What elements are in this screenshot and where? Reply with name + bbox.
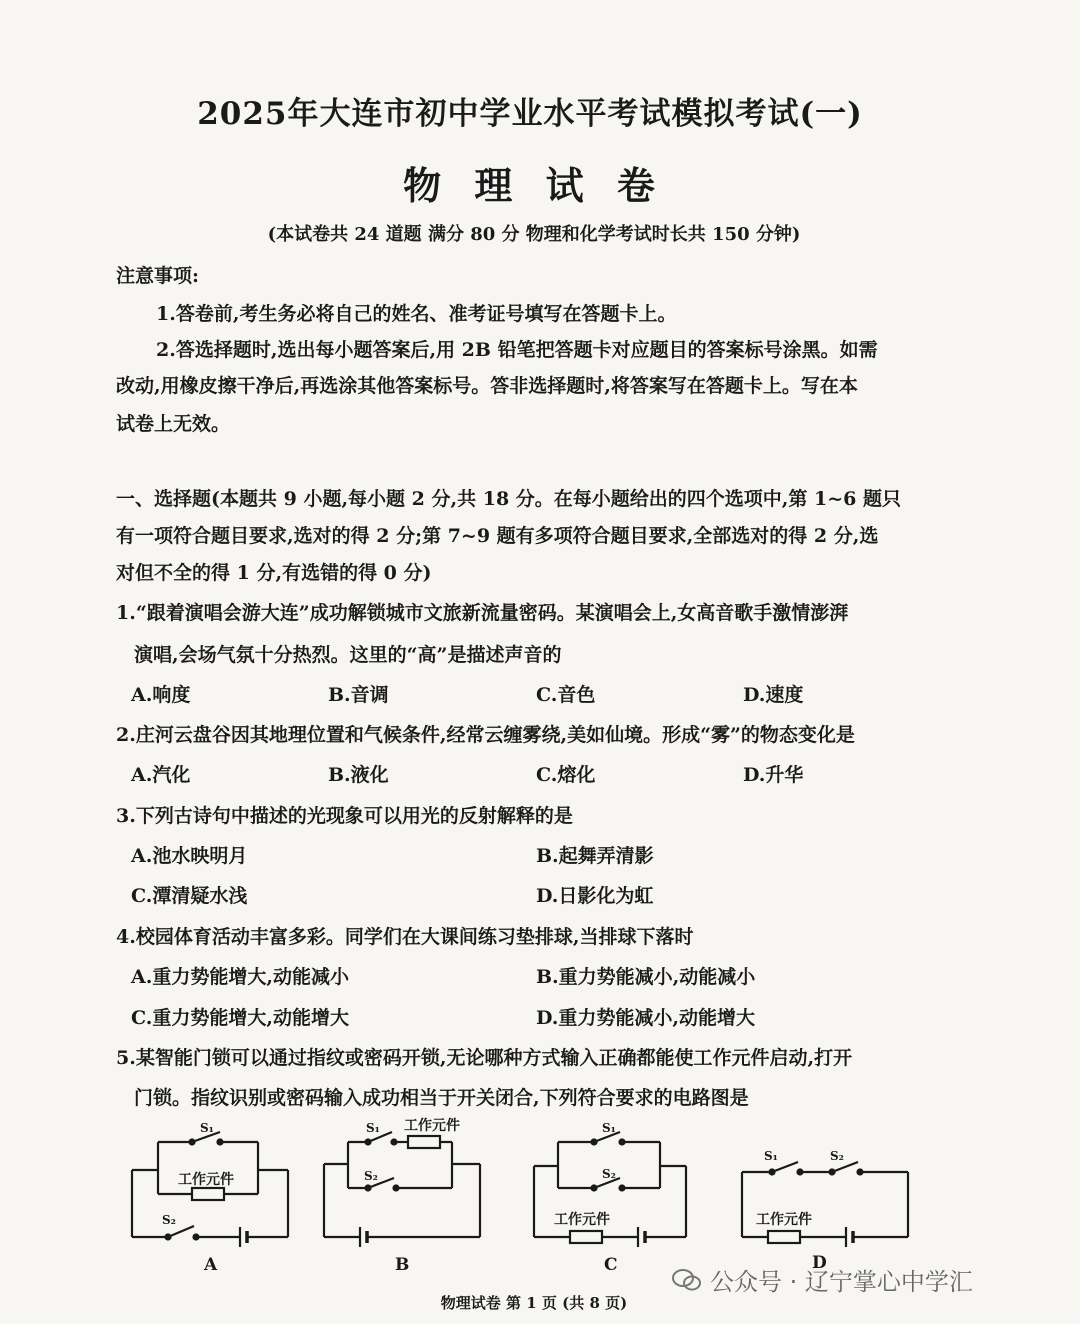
- question-5-stem: 5.某智能门锁可以通过指纹或密码开锁,无论哪种方式输入正确都能使工作元件启动,打开: [116, 1047, 853, 1069]
- note-line: 改动,用橡皮擦干净后,再选涂其他答案标号。答非选择题时,将答案写在答题卡上。写在本: [116, 375, 858, 397]
- question-2-option-d: D.升华: [743, 764, 804, 786]
- circuit-c-s1-label: S₁: [602, 1121, 616, 1135]
- circuit-d-s2-label: S₂: [830, 1149, 844, 1163]
- subject-title: 物 理 试 卷: [403, 163, 665, 208]
- notes-heading: 注意事项:: [116, 265, 200, 287]
- question-1-stem: 1.“跟着演唱会游大连”成功解锁城市文旅新流量密码。某演唱会上,女高音歌手激情澎湃: [116, 602, 849, 624]
- question-1-option-a: A.响度: [131, 684, 191, 706]
- section-instruction: 有一项符合题目要求,选对的得 2 分;第 7~9 题有多项符合题目要求,全部选对的得 2 分,选: [116, 525, 879, 547]
- question-1-option-d: D.速度: [743, 684, 804, 706]
- question-4-stem: 4.校园体育活动丰富多彩。同学们在大课间练习垫排球,当排球下落时: [116, 926, 694, 948]
- circuit-b-component-label: 工作元件: [404, 1118, 460, 1134]
- circuit-b: [324, 1132, 480, 1247]
- circuit-c-s2-label: S₂: [602, 1167, 616, 1181]
- question-5-stem: 门锁。指纹识别或密码输入成功相当于开关闭合,下列符合要求的电路图是: [134, 1087, 749, 1109]
- circuit-b-s2-label: S₂: [364, 1169, 378, 1183]
- circuit-a: [132, 1132, 288, 1247]
- note-line: 试卷上无效。: [116, 413, 231, 435]
- question-2-option-a: A.汽化: [131, 764, 191, 786]
- circuit-b-label: B: [395, 1255, 410, 1275]
- question-1-option-c: C.音色: [536, 684, 596, 706]
- page-footer: 物理试卷 第 1 页 (共 8 页): [440, 1294, 628, 1312]
- question-3-option-d: D.日影化为虹: [536, 885, 654, 907]
- circuit-d-s1-label: S₁: [764, 1149, 778, 1163]
- question-3-option-b: B.起舞弄清影: [536, 845, 654, 867]
- note-line: 2.答选择题时,选出每小题答案后,用 2B 铅笔把答题卡对应题目的答案标号涂黑。如需: [156, 339, 878, 361]
- question-2-option-c: C.熔化: [536, 764, 596, 786]
- circuit-c-component-label: 工作元件: [554, 1212, 610, 1228]
- circuit-d-label: D: [812, 1253, 827, 1273]
- question-3-option-a: A.池水映明月: [131, 845, 248, 867]
- circuit-a-s2-label: S₂: [162, 1213, 176, 1227]
- circuit-c-label: C: [604, 1255, 618, 1275]
- section-instruction: 一、选择题(本题共 9 小题,每小题 2 分,共 18 分。在每小题给出的四个选项中,第 1~6 题只: [116, 488, 901, 510]
- question-2-option-b: B.液化: [328, 764, 389, 786]
- question-3-option-c: C.潭清疑水浅: [131, 885, 248, 907]
- circuit-d: [742, 1162, 908, 1247]
- question-1-stem: 演唱,会场气氛十分热烈。这里的“高”是描述声音的: [134, 644, 562, 666]
- question-4-option-c: C.重力势能增大,动能增大: [131, 1007, 350, 1029]
- circuit-a-s1-label: S₁: [200, 1121, 214, 1135]
- circuit-a-label: A: [204, 1255, 218, 1275]
- watermark-text: 公众号 · 辽宁掌心中学汇: [710, 1268, 973, 1296]
- question-4-option-a: A.重力势能增大,动能减小: [131, 966, 349, 988]
- exam-title: 2025年大连市初中学业水平考试模拟考试(一): [197, 96, 863, 132]
- circuit-b-s1-label: S₁: [366, 1121, 380, 1135]
- note-line: 1.答卷前,考生务必将自己的姓名、准考证号填写在答题卡上。: [156, 303, 677, 325]
- circuit-diagrams: [110, 1112, 930, 1282]
- exam-subtitle: (本试卷共 24 道题 满分 80 分 物理和化学考试时长共 150 分钟): [267, 224, 801, 245]
- question-2-stem: 2.庄河云盘谷因其地理位置和气候条件,经常云缠雾绕,美如仙境。形成“雾”的物态变化是: [116, 724, 855, 746]
- question-4-option-b: B.重力势能减小,动能减小: [536, 966, 756, 988]
- circuit-c: [534, 1132, 686, 1247]
- wechat-icon: [672, 1268, 702, 1292]
- question-4-option-d: D.重力势能减小,动能增大: [536, 1007, 756, 1029]
- question-3-stem: 3.下列古诗句中描述的光现象可以用光的反射解释的是: [116, 805, 573, 827]
- section-instruction: 对但不全的得 1 分,有选错的得 0 分): [116, 562, 432, 584]
- question-1-option-b: B.音调: [328, 684, 389, 706]
- circuit-a-component-label: 工作元件: [178, 1172, 234, 1188]
- circuit-d-component-label: 工作元件: [756, 1212, 812, 1228]
